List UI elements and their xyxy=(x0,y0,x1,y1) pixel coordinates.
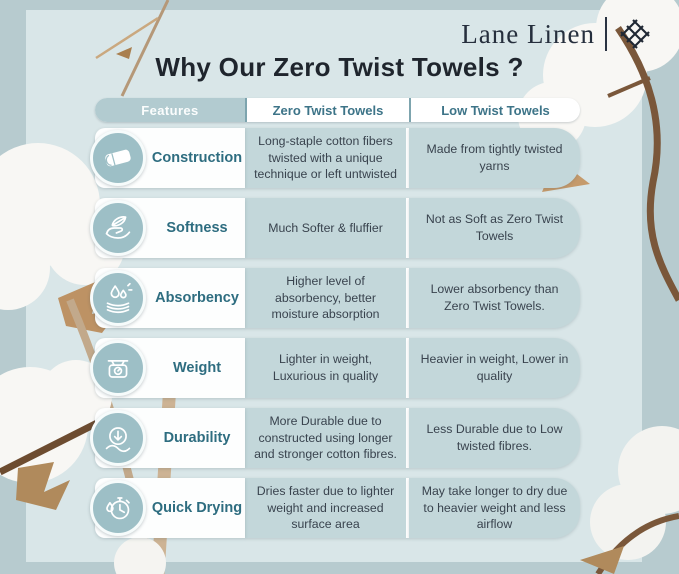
water-drops-icon xyxy=(90,270,146,326)
zero-twist-cell: Long-staple cotton fibers twisted with a unique technique or left untwisted xyxy=(245,128,409,188)
low-twist-cell: Lower absorbency than Zero Twist Towels. xyxy=(409,268,580,328)
table-row xyxy=(95,198,580,258)
table-header-row xyxy=(95,98,580,122)
zero-twist-cell: More Durable due to constructed using longer and stronger cotton fibres. xyxy=(245,408,409,468)
low-twist-cell: Not as Soft as Zero Twist Towels xyxy=(409,198,580,258)
column-header-zero-twist: Zero Twist Towels xyxy=(245,98,409,122)
column-header-low-twist: Low Twist Towels xyxy=(409,98,580,122)
cotton-boll-shape xyxy=(590,426,679,560)
table-row xyxy=(95,338,580,398)
feature-cell xyxy=(95,128,245,188)
feature-label: Absorbency xyxy=(155,290,239,306)
table-row xyxy=(95,128,580,188)
low-twist-cell: Heavier in weight, Lower in quality xyxy=(409,338,580,398)
feature-cell xyxy=(95,268,245,328)
low-twist-cell: May take longer to dry due to heavier weight and less airflow xyxy=(409,478,580,538)
brand-name: Lane Linen xyxy=(461,18,595,49)
feature-cell xyxy=(95,338,245,398)
feature-label: Softness xyxy=(166,220,228,236)
zero-twist-cell: Much Softer & fluffier xyxy=(245,198,409,258)
page-title: Why Our Zero Twist Towels ? xyxy=(155,52,524,82)
feature-cell xyxy=(95,478,245,538)
weave-icon xyxy=(617,16,653,52)
folded-towel-icon xyxy=(90,130,146,186)
weighing-scale-icon xyxy=(90,340,146,396)
table-row xyxy=(95,478,580,538)
low-twist-cell: Less Durable due to Low twisted fibres. xyxy=(409,408,580,468)
stopwatch-drop-icon xyxy=(90,480,146,536)
feature-label: Construction xyxy=(151,150,243,166)
feature-label: Durability xyxy=(163,430,231,446)
low-twist-cell: Made from tightly twisted yarns xyxy=(409,128,580,188)
table-row xyxy=(95,408,580,468)
zero-twist-cell: Higher level of absorbency, better moisture absorption xyxy=(245,268,409,328)
durability-arrow-icon xyxy=(90,410,146,466)
feature-label: Quick Drying xyxy=(151,500,243,516)
zero-twist-cell: Lighter in weight, Luxurious in quality xyxy=(245,338,409,398)
feature-cell xyxy=(95,198,245,258)
feature-label: Weight xyxy=(172,360,222,376)
hand-feather-icon xyxy=(90,200,146,256)
logo-divider xyxy=(605,17,607,51)
brand-logo xyxy=(461,16,653,52)
zero-twist-cell: Dries faster due to lighter weight and increased surface area xyxy=(245,478,409,538)
table-row xyxy=(95,268,580,328)
column-header-features: Features xyxy=(95,98,245,122)
comparison-table xyxy=(95,98,580,538)
feature-cell xyxy=(95,408,245,468)
